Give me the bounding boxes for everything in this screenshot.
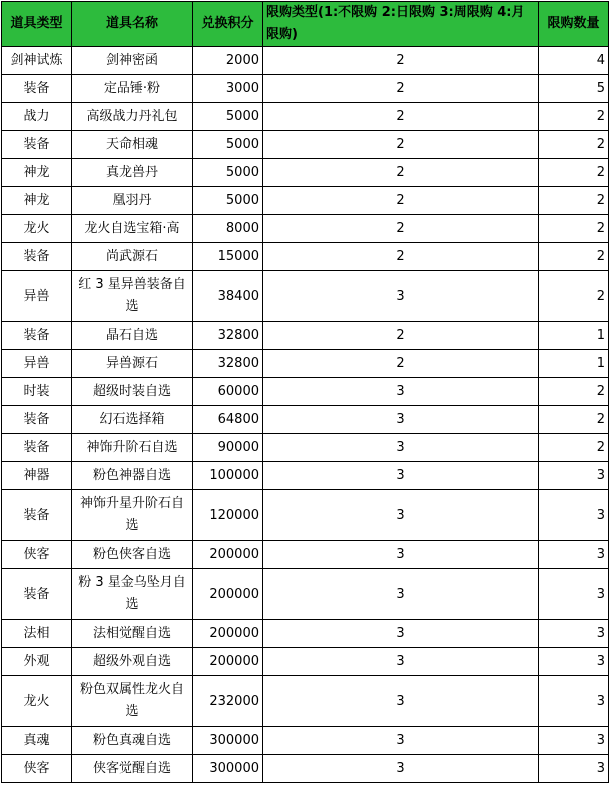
table-row — [2, 755, 609, 783]
table-row — [2, 378, 609, 406]
item-name-cell: 龙火自选宝箱·高 — [72, 215, 193, 243]
points-cell: 300000 — [193, 755, 263, 783]
item-name-cell: 红 3 星异兽装备自选 — [72, 271, 193, 322]
category-cell: 装备 — [2, 75, 72, 103]
points-cell: 64800 — [193, 406, 263, 434]
item-name-cell: 粉 3 星金乌坠月自选 — [72, 569, 193, 620]
header-points: 兑换积分 — [193, 2, 263, 47]
limit-qty-cell: 3 — [539, 676, 609, 727]
item-name-cell: 侠客觉醒自选 — [72, 755, 193, 783]
item-name-cell: 粉色真魂自选 — [72, 727, 193, 755]
table-row — [2, 676, 609, 727]
item-name-cell: 晶石自选 — [72, 322, 193, 350]
limit-qty-cell: 2 — [539, 378, 609, 406]
category-cell: 异兽 — [2, 271, 72, 322]
points-cell: 200000 — [193, 620, 263, 648]
limit-qty-cell: 3 — [539, 620, 609, 648]
table-row — [2, 187, 609, 215]
limit-type-cell: 2 — [263, 243, 539, 271]
table-row — [2, 159, 609, 187]
limit-type-cell: 3 — [263, 620, 539, 648]
limit-type-cell: 3 — [263, 462, 539, 490]
item-name-cell: 粉色侠客自选 — [72, 541, 193, 569]
limit-type-cell: 2 — [263, 187, 539, 215]
header-item-type: 道具类型 — [2, 2, 72, 47]
table-row — [2, 215, 609, 243]
limit-type-cell: 2 — [263, 47, 539, 75]
table-row — [2, 541, 609, 569]
limit-qty-cell: 3 — [539, 755, 609, 783]
points-cell: 5000 — [193, 103, 263, 131]
item-name-cell: 神饰升阶石自选 — [72, 434, 193, 462]
table-row — [2, 648, 609, 676]
limit-qty-cell: 2 — [539, 406, 609, 434]
points-cell: 32800 — [193, 350, 263, 378]
limit-qty-cell: 2 — [539, 103, 609, 131]
table-row — [2, 75, 609, 103]
limit-qty-cell: 2 — [539, 131, 609, 159]
category-cell: 真魂 — [2, 727, 72, 755]
table-row — [2, 490, 609, 541]
exchange-table — [1, 1, 609, 783]
item-name-cell: 定品锤·粉 — [72, 75, 193, 103]
points-cell: 200000 — [193, 541, 263, 569]
points-cell: 200000 — [193, 648, 263, 676]
points-cell: 120000 — [193, 490, 263, 541]
limit-type-cell: 3 — [263, 755, 539, 783]
points-cell: 5000 — [193, 131, 263, 159]
points-cell: 3000 — [193, 75, 263, 103]
category-cell: 法相 — [2, 620, 72, 648]
limit-qty-cell: 2 — [539, 271, 609, 322]
category-cell: 装备 — [2, 434, 72, 462]
points-cell: 2000 — [193, 47, 263, 75]
category-cell: 时装 — [2, 378, 72, 406]
category-cell: 龙火 — [2, 215, 72, 243]
limit-qty-cell: 2 — [539, 159, 609, 187]
category-cell: 龙火 — [2, 676, 72, 727]
item-name-cell: 异兽源石 — [72, 350, 193, 378]
table-row — [2, 406, 609, 434]
points-cell: 300000 — [193, 727, 263, 755]
category-cell: 神龙 — [2, 159, 72, 187]
item-name-cell: 超级时装自选 — [72, 378, 193, 406]
limit-qty-cell: 2 — [539, 434, 609, 462]
limit-qty-cell: 1 — [539, 322, 609, 350]
limit-type-cell: 3 — [263, 569, 539, 620]
category-cell: 装备 — [2, 322, 72, 350]
item-name-cell: 神饰升星升阶石自选 — [72, 490, 193, 541]
limit-type-cell: 3 — [263, 727, 539, 755]
points-cell: 200000 — [193, 569, 263, 620]
limit-qty-cell: 3 — [539, 648, 609, 676]
limit-type-cell: 2 — [263, 131, 539, 159]
points-cell: 5000 — [193, 187, 263, 215]
item-name-cell: 法相觉醒自选 — [72, 620, 193, 648]
limit-qty-cell: 2 — [539, 243, 609, 271]
table-row — [2, 727, 609, 755]
limit-type-cell: 3 — [263, 406, 539, 434]
table-row — [2, 47, 609, 75]
limit-qty-cell: 3 — [539, 541, 609, 569]
limit-qty-cell: 3 — [539, 569, 609, 620]
item-name-cell: 天命相魂 — [72, 131, 193, 159]
limit-qty-cell: 5 — [539, 75, 609, 103]
category-cell: 神器 — [2, 462, 72, 490]
table-row — [2, 243, 609, 271]
item-name-cell: 粉色双属性龙火自选 — [72, 676, 193, 727]
category-cell: 侠客 — [2, 541, 72, 569]
category-cell: 装备 — [2, 243, 72, 271]
limit-type-cell: 3 — [263, 676, 539, 727]
limit-type-cell: 3 — [263, 271, 539, 322]
table-row — [2, 569, 609, 620]
item-name-cell: 幻石选择箱 — [72, 406, 193, 434]
limit-type-cell: 2 — [263, 103, 539, 131]
limit-type-cell: 3 — [263, 490, 539, 541]
limit-qty-cell: 4 — [539, 47, 609, 75]
category-cell: 神龙 — [2, 187, 72, 215]
item-name-cell: 尚武源石 — [72, 243, 193, 271]
table-row — [2, 620, 609, 648]
limit-qty-cell: 3 — [539, 727, 609, 755]
category-cell: 异兽 — [2, 350, 72, 378]
item-name-cell: 真龙兽丹 — [72, 159, 193, 187]
points-cell: 232000 — [193, 676, 263, 727]
header-item-name: 道具名称 — [72, 2, 193, 47]
points-cell: 15000 — [193, 243, 263, 271]
item-name-cell: 高级战力丹礼包 — [72, 103, 193, 131]
table-row — [2, 103, 609, 131]
category-cell: 装备 — [2, 131, 72, 159]
category-cell: 战力 — [2, 103, 72, 131]
points-cell: 8000 — [193, 215, 263, 243]
limit-qty-cell: 1 — [539, 350, 609, 378]
limit-qty-cell: 2 — [539, 187, 609, 215]
limit-type-cell: 3 — [263, 541, 539, 569]
table-row — [2, 434, 609, 462]
points-cell: 100000 — [193, 462, 263, 490]
table-row — [2, 462, 609, 490]
points-cell: 38400 — [193, 271, 263, 322]
header-row — [2, 2, 609, 47]
limit-qty-cell: 2 — [539, 215, 609, 243]
category-cell: 外观 — [2, 648, 72, 676]
limit-type-cell: 3 — [263, 378, 539, 406]
limit-type-cell: 2 — [263, 350, 539, 378]
points-cell: 60000 — [193, 378, 263, 406]
limit-type-cell: 2 — [263, 75, 539, 103]
points-cell: 32800 — [193, 322, 263, 350]
limit-type-cell: 2 — [263, 322, 539, 350]
category-cell: 剑神试炼 — [2, 47, 72, 75]
header-limit-qty: 限购数量 — [539, 2, 609, 47]
limit-type-cell: 3 — [263, 434, 539, 462]
limit-type-cell: 2 — [263, 215, 539, 243]
category-cell: 侠客 — [2, 755, 72, 783]
limit-type-cell: 2 — [263, 159, 539, 187]
table-row — [2, 350, 609, 378]
limit-qty-cell: 3 — [539, 462, 609, 490]
limit-qty-cell: 3 — [539, 490, 609, 541]
table-row — [2, 322, 609, 350]
item-name-cell: 剑神密函 — [72, 47, 193, 75]
header-limit-type: 限购类型(1:不限购 2:日限购 3:周限购 4:月限购) — [263, 2, 539, 47]
item-name-cell: 凰羽丹 — [72, 187, 193, 215]
table-row — [2, 131, 609, 159]
item-name-cell: 粉色神器自选 — [72, 462, 193, 490]
points-cell: 5000 — [193, 159, 263, 187]
table-row — [2, 271, 609, 322]
item-name-cell: 超级外观自选 — [72, 648, 193, 676]
category-cell: 装备 — [2, 569, 72, 620]
limit-type-cell: 3 — [263, 648, 539, 676]
category-cell: 装备 — [2, 406, 72, 434]
category-cell: 装备 — [2, 490, 72, 541]
points-cell: 90000 — [193, 434, 263, 462]
